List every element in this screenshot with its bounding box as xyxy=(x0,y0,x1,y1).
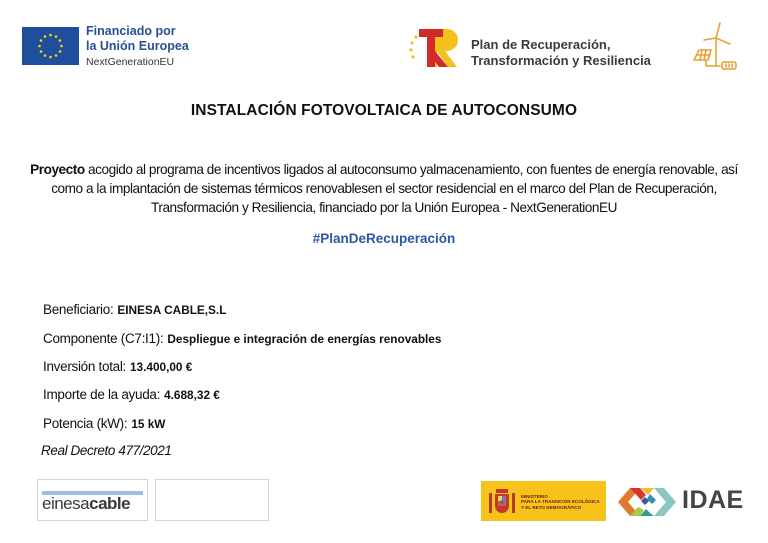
field-beneficiario xyxy=(43,302,226,317)
ministerio-line-3: Y EL RETO DEMOGRÁFICO xyxy=(521,504,582,510)
prtr-line-2: Transformación y Resiliencia xyxy=(471,53,651,68)
empty-logo-box xyxy=(155,479,269,521)
description-body: acogido al programa de incentivos ligados al autoconsumo yalmacenamiento, con fuentes de energía renovable, así como a la implantación de sistemas térmicos renovablesen el sector residencial en el marco del Plan de Recuperación, Transformación y Resiliencia, financiado por la Unión Europea - NextGenerationEU xyxy=(51,162,738,215)
wind-solar-battery-icon xyxy=(690,20,740,72)
ministerio-line-1: MINISTERIO xyxy=(521,494,548,499)
prtr-logo-text xyxy=(471,37,651,69)
idae-label: IDAE xyxy=(682,486,744,514)
description-lead: Proyecto xyxy=(30,162,85,177)
field-value: 4.688,32 € xyxy=(164,388,220,402)
ministerio-logo xyxy=(481,481,606,521)
field-label: Inversión total: xyxy=(43,359,126,374)
eu-funding-logo-text xyxy=(86,24,189,70)
field-value: EINESA CABLE,S.L xyxy=(117,303,227,317)
field-value: Despliegue e integración de energías renovables xyxy=(167,332,442,346)
field-label: Componente (C7:I1): xyxy=(43,331,164,346)
field-inversion-total xyxy=(43,359,192,374)
field-componente xyxy=(43,331,441,346)
prtr-logo-icon xyxy=(405,24,463,70)
eu-flag-icon xyxy=(22,27,79,65)
idae-mark-icon xyxy=(616,480,678,524)
field-importe-ayuda xyxy=(43,387,220,402)
page-title: INSTALACIÓN FOTOVOLTAICA DE AUTOCONSUMO xyxy=(190,102,578,119)
company-logo-part2: cable xyxy=(89,494,131,513)
field-value: 13.400,00 € xyxy=(130,360,193,374)
field-potencia xyxy=(43,416,165,431)
eu-line-2: la Unión Europea xyxy=(86,39,189,53)
eu-line-3: NextGenerationEU xyxy=(86,56,175,68)
company-logo xyxy=(42,494,130,514)
hashtag-link[interactable]: #PlanDeRecuperación xyxy=(312,231,456,246)
company-logo-box xyxy=(37,479,148,521)
decree-reference: Real Decreto 477/2021 xyxy=(41,443,172,458)
field-label: Potencia (kW): xyxy=(43,416,128,431)
ministerio-line-2: PARA LA TRANSICIÓN ECOLÓGICA xyxy=(521,499,600,505)
prtr-line-1: Plan de Recuperación, xyxy=(471,37,611,52)
field-value: 15 kW xyxy=(131,417,166,431)
project-description xyxy=(30,160,738,217)
idae-logo xyxy=(616,480,746,524)
spain-coat-of-arms-icon xyxy=(487,485,517,517)
company-logo-part1: einesa xyxy=(42,494,90,513)
eu-line-1: Financiado por xyxy=(86,24,176,38)
field-label: Beneficiario: xyxy=(43,302,114,317)
ministerio-text xyxy=(521,494,600,510)
field-label: Importe de la ayuda: xyxy=(43,387,161,402)
